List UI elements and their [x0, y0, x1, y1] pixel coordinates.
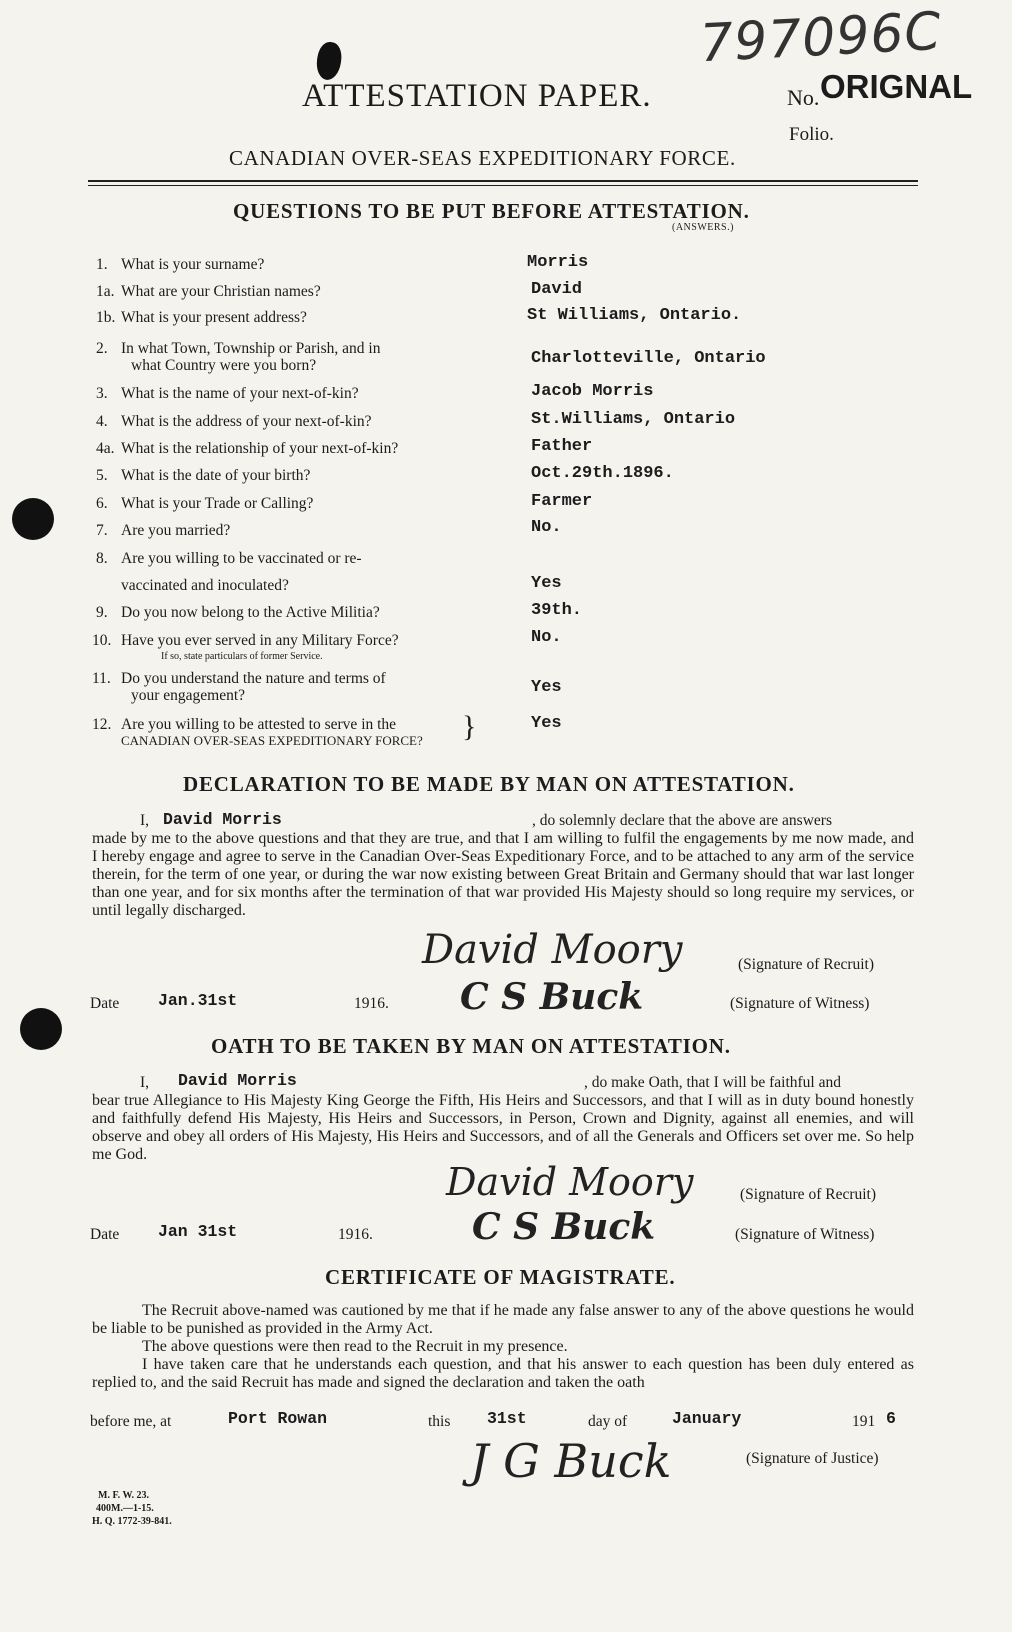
question-text: What is your Trade or Calling? [121, 495, 314, 512]
question-text-line2: CANADIAN OVER-SEAS EXPEDITIONARY FORCE? [121, 733, 423, 748]
question-text: What is the date of your birth? [121, 467, 311, 484]
declaration-year: 1916. [354, 995, 389, 1012]
oath-name[interactable]: David Morris [178, 1071, 297, 1090]
question-number: 2. [96, 340, 108, 357]
certificate-year-suffix[interactable]: 6 [886, 1409, 896, 1428]
question-text: What are your Christian names? [121, 283, 321, 300]
punch-hole-top [12, 498, 54, 540]
declaration-recruit-signature[interactable]: David Moory [422, 927, 683, 973]
question-text: What is the address of your next-of-kin? [121, 413, 372, 430]
answer-birth-date[interactable]: Oct.29th.1896. [531, 464, 674, 483]
oath-heading: OATH TO BE TAKEN BY MAN ON ATTESTATION. [211, 1034, 731, 1058]
question-number: 6. [96, 495, 108, 512]
form-code-1: M. F. W. 23. [98, 1490, 150, 1501]
certificate-place[interactable]: Port Rowan [228, 1409, 328, 1428]
certificate-year-prefix: 191 [852, 1413, 876, 1430]
certificate-paragraph-3: I have taken care that he understands each question, and that his answer to each question has been duly entered as replied to, and the said Recruit has made and signed the declaration and taken the oath [92, 1356, 914, 1391]
question-number: 5. [96, 467, 108, 484]
no-value: ORIGNAL [820, 68, 973, 105]
certificate-this-label: this [428, 1413, 451, 1430]
question-number: 7. [96, 522, 108, 539]
no-label: No. [787, 85, 820, 110]
declaration-line1: , do solemnly declare that the above are answers [532, 812, 832, 829]
declaration-recruit-signature-label: (Signature of Recruit) [738, 956, 875, 973]
declaration-date[interactable]: Jan.31st [158, 991, 238, 1010]
certificate-paragraph-1: The Recruit above-named was cautioned by me that if he made any false answer to any of the above questions he would be liable to be punished as provided in the Army Act. [92, 1302, 914, 1337]
question-number: 11. [92, 670, 111, 687]
answer-willing-to-serve[interactable]: Yes [531, 714, 562, 733]
answer-married[interactable]: No. [531, 518, 562, 537]
form-code-3: H. Q. 1772-39-841. [92, 1516, 172, 1527]
question-number: 10. [92, 632, 112, 649]
certificate-before-label: before me, at [90, 1413, 172, 1430]
oath-witness-signature[interactable]: C S Buck [472, 1206, 656, 1248]
answer-trade[interactable]: Farmer [531, 492, 593, 511]
questions-heading: QUESTIONS TO BE PUT BEFORE ATTESTATION. [233, 199, 750, 223]
declaration-witness-signature-label: (Signature of Witness) [730, 995, 870, 1012]
question-text: What is your surname? [121, 256, 265, 273]
certificate-day-of-label: day of [588, 1413, 628, 1430]
answer-surname[interactable]: Morris [527, 253, 589, 272]
page-title: ATTESTATION PAPER. [302, 78, 652, 114]
question-text: What is the name of your next-of-kin? [121, 385, 359, 402]
question-number: 12. [92, 716, 112, 733]
question-number: 4. [96, 413, 108, 430]
oath-recruit-signature-label: (Signature of Recruit) [740, 1186, 877, 1203]
question-text: Do you understand the nature and terms of [121, 670, 386, 687]
answer-next-of-kin[interactable]: Jacob Morris [531, 382, 654, 401]
question-text: Have you ever served in any Military Force? [121, 632, 399, 649]
question-text: Do you now belong to the Active Militia? [121, 604, 380, 621]
question-text: In what Town, Township or Parish, and in [121, 340, 381, 357]
answer-christian-names[interactable]: David [531, 280, 583, 299]
oath-body: bear true Allegiance to His Majesty King George the Fifth, His Heirs and Successors, and that I will as in duty bound honestly and faithfully defend His Majesty, His Heirs and Successors, in Person, Crown and Dignity, against all enemies, and will observe and obey all orders of His Majesty, His Heirs and Successors, and of all the Generals and Officers set over me. So help me God. [92, 1092, 914, 1163]
certificate-paragraph-2: The above questions were then read to the Recruit in my presence. [142, 1338, 568, 1355]
oath-date[interactable]: Jan 31st [158, 1222, 238, 1241]
ink-blot [314, 41, 343, 82]
answer-relationship[interactable]: Father [531, 437, 593, 456]
oath-witness-signature-label: (Signature of Witness) [735, 1226, 875, 1243]
declaration-prefix: I, [140, 812, 150, 829]
oath-year: 1916. [338, 1226, 373, 1243]
form-code-2: 400M.—1-15. [96, 1503, 154, 1514]
question-number: 8. [96, 550, 108, 567]
page-subtitle: CANADIAN OVER-SEAS EXPEDITIONARY FORCE. [229, 146, 736, 170]
answer-active-militia[interactable]: 39th. [531, 601, 583, 620]
question-text-line2: what Country were you born? [131, 357, 317, 374]
certificate-day[interactable]: 31st [487, 1409, 527, 1428]
registration-number: 797096C [698, 1, 944, 75]
declaration-name[interactable]: David Morris [163, 810, 282, 829]
brace-icon: } [462, 710, 477, 743]
question-text: Are you willing to be attested to serve in the [121, 716, 397, 733]
justice-signature-label: (Signature of Justice) [746, 1450, 879, 1467]
oath-line1: , do make Oath, that I will be faithful and [584, 1074, 841, 1091]
oath-date-label: Date [90, 1226, 120, 1243]
answer-vaccinated[interactable]: Yes [531, 574, 562, 593]
justice-signature[interactable]: J G Buck [470, 1434, 672, 1488]
folio-label: Folio. [789, 124, 834, 145]
question-number: 4a. [96, 440, 115, 457]
declaration-date-label: Date [90, 995, 120, 1012]
question-text: What is the relationship of your next-of-kin? [121, 440, 399, 457]
oath-recruit-signature[interactable]: David Moory [446, 1160, 694, 1204]
header-divider-thin [88, 185, 918, 186]
header-divider [88, 180, 918, 182]
declaration-heading: DECLARATION TO BE MADE BY MAN ON ATTESTATION. [183, 772, 795, 796]
question-text-line2: vaccinated and inoculated? [121, 577, 289, 594]
declaration-body: made by me to the above questions and that they are true, and that I am willing to fulfil the engagements by me now made, and I hereby engage and agree to serve in the Canadian Over-Seas Expeditionary Force, and to be attached to any arm of the service therein, for the term of one year, or during the war now existing between Great Britain and Germany should that war last longer than one year, and for six months after the termination of that war provided His Majesty should so long require my services, or until legally discharged. [92, 830, 914, 919]
answer-present-address[interactable]: St Williams, Ontario. [527, 306, 742, 325]
punch-hole-bottom [20, 1008, 62, 1050]
oath-prefix: I, [140, 1074, 150, 1091]
question-text-line2: your engagement? [131, 687, 246, 704]
question-text: Are you married? [121, 522, 231, 539]
question-number: 3. [96, 385, 108, 402]
question-note: If so, state particulars of former Service. [161, 651, 323, 662]
question-number: 9. [96, 604, 108, 621]
declaration-witness-signature[interactable]: C S Buck [460, 976, 644, 1018]
answer-military-service[interactable]: No. [531, 628, 562, 647]
answers-label: (ANSWERS.) [672, 222, 734, 233]
question-number: 1a. [96, 283, 115, 300]
question-number: 1. [96, 256, 108, 273]
question-text: Are you willing to be vaccinated or re- [121, 550, 362, 567]
question-number: 1b. [96, 309, 116, 326]
certificate-heading: CERTIFICATE OF MAGISTRATE. [325, 1265, 676, 1289]
answer-understand-terms[interactable]: Yes [531, 678, 562, 697]
question-text: What is your present address? [121, 309, 307, 326]
answer-next-of-kin-address[interactable]: St.Williams, Ontario [531, 410, 736, 429]
certificate-month[interactable]: January [672, 1409, 742, 1428]
answer-birthplace[interactable]: Charlotteville, Ontario [531, 349, 766, 368]
